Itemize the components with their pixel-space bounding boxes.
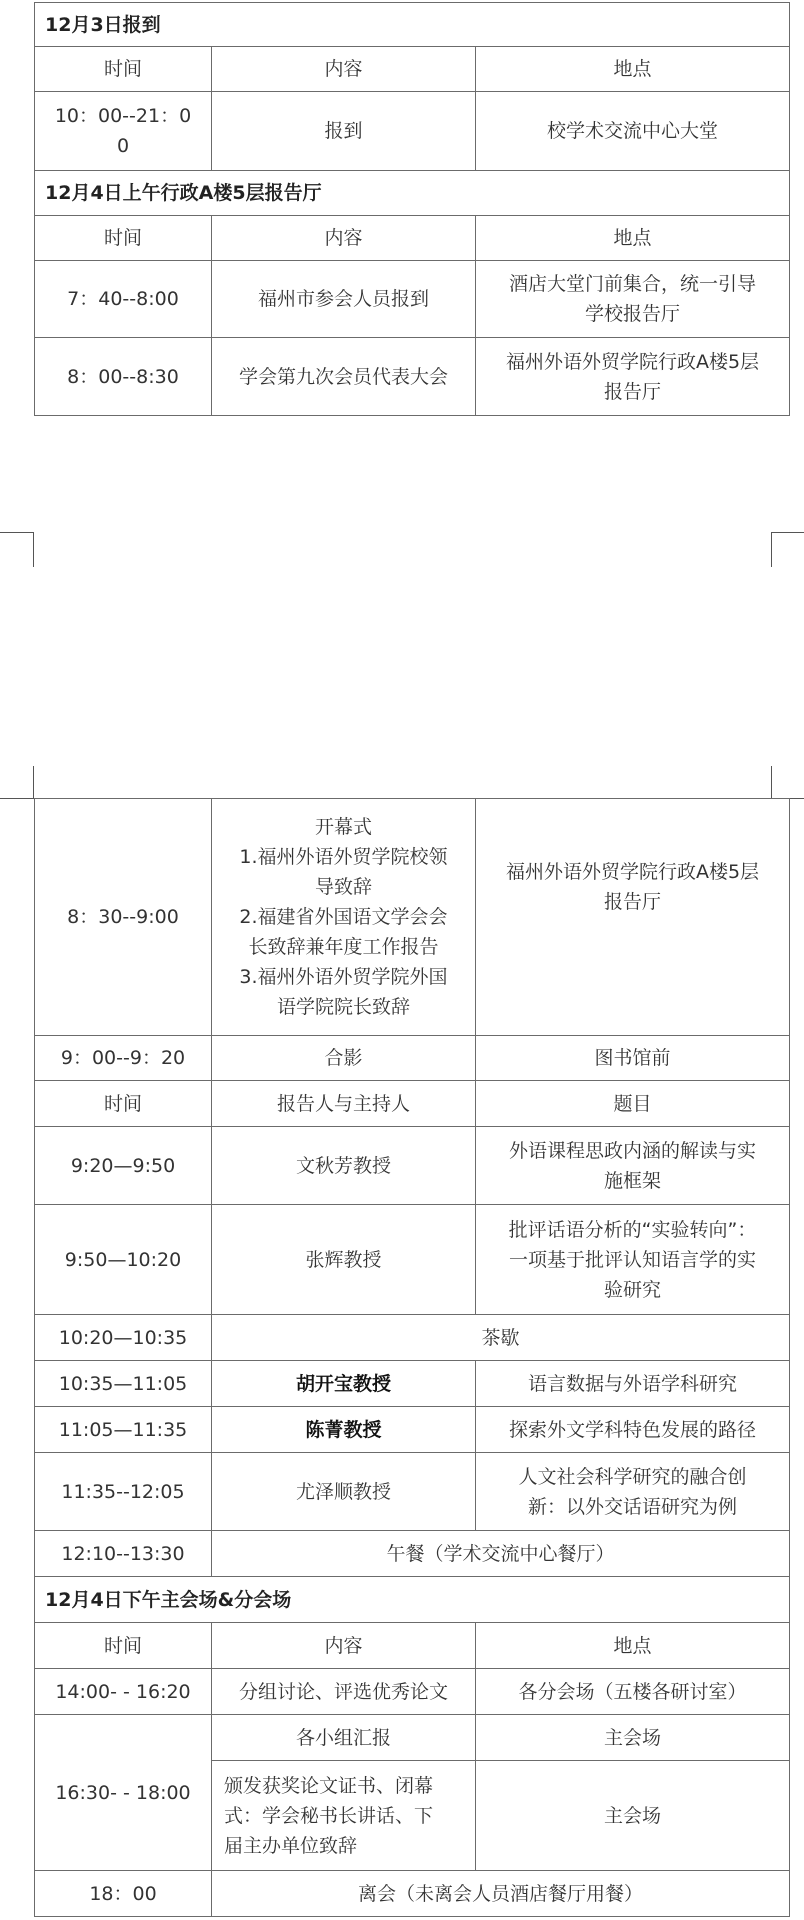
- cell-content: 合影: [212, 1036, 476, 1081]
- cell-time: 16:30- - 18:00: [35, 1715, 212, 1871]
- header-content: 内容: [212, 47, 476, 92]
- cell-content: 颁发获奖论文证书、闭幕 式：学会秘书长讲话、下 届主办单位致辞: [212, 1761, 476, 1871]
- table-row: [35, 1205, 790, 1315]
- cell-tea-break: 茶歇: [212, 1315, 790, 1361]
- cell-content: 各小组汇报: [212, 1715, 476, 1761]
- table-row: [35, 1669, 790, 1715]
- table-row: [35, 1361, 790, 1407]
- cell-speaker: 尤泽顺教授: [212, 1453, 476, 1531]
- cell-time: 11:05—11:35: [35, 1407, 212, 1453]
- cell-lunch: 午餐（学术交流中心餐厅）: [212, 1531, 790, 1577]
- cell-location: 各分会场（五楼各研讨室）: [476, 1669, 790, 1715]
- schedule-table-page1: [34, 2, 790, 416]
- cell-time: 18：00: [35, 1871, 212, 1917]
- table-row: [35, 799, 790, 1036]
- cell-topic: 探索外文学科特色发展的路径: [476, 1407, 790, 1453]
- page-corner-mark: [0, 766, 34, 799]
- cell-topic: 外语课程思政内涵的解读与实 施框架: [476, 1127, 790, 1205]
- cell-time: 7：40--8:00: [35, 261, 212, 338]
- cell-speaker: 张辉教授: [212, 1205, 476, 1315]
- cell-time: 10:20—10:35: [35, 1315, 212, 1361]
- cell-location: 主会场: [476, 1715, 790, 1761]
- cell-content: 分组讨论、评选优秀论文: [212, 1669, 476, 1715]
- header-topic: 题目: [476, 1081, 790, 1127]
- cell-speaker: 胡开宝教授: [212, 1361, 476, 1407]
- header-location: 地点: [476, 216, 790, 261]
- table-row: [35, 1036, 790, 1081]
- cell-time: 10:35—11:05: [35, 1361, 212, 1407]
- header-time: 时间: [35, 1081, 212, 1127]
- cell-time: 11:35--12:05: [35, 1453, 212, 1531]
- table-row: [35, 338, 790, 416]
- header-content: 内容: [212, 1623, 476, 1669]
- header-speaker: 报告人与主持人: [212, 1081, 476, 1127]
- table-row: [35, 1453, 790, 1531]
- cell-topic: 批评话语分析的“实验转向”： 一项基于批评认知语言学的实 验研究: [476, 1205, 790, 1315]
- table-row: [35, 92, 790, 171]
- section-title-dec4-morning: 12月4日上午行政A楼5层报告厅: [35, 171, 790, 216]
- cell-location: 福州外语外贸学院行政A楼5层 报告厅: [476, 799, 790, 1036]
- header-time: 时间: [35, 47, 212, 92]
- cell-time: 9：00--9：20: [35, 1036, 212, 1081]
- header-content: 内容: [212, 216, 476, 261]
- table-row: [35, 1315, 790, 1361]
- table-row: [35, 1531, 790, 1577]
- cell-time: 8：30--9:00: [35, 799, 212, 1036]
- cell-topic: 语言数据与外语学科研究: [476, 1361, 790, 1407]
- cell-location: 图书馆前: [476, 1036, 790, 1081]
- header-location: 地点: [476, 1623, 790, 1669]
- page-corner-mark: [771, 532, 804, 567]
- page-corner-mark: [0, 532, 34, 567]
- cell-location: 校学术交流中心大堂: [476, 92, 790, 171]
- cell-speaker: 陈菁教授: [212, 1407, 476, 1453]
- page-corner-mark: [771, 766, 804, 799]
- cell-content: 报到: [212, 92, 476, 171]
- section-title-dec3: 12月3日报到: [35, 3, 790, 47]
- table-row: [35, 1871, 790, 1917]
- schedule-table-page2: [34, 798, 790, 1917]
- table-row: [35, 1127, 790, 1205]
- cell-time: 9:50—10:20: [35, 1205, 212, 1315]
- table-row: [35, 1715, 790, 1761]
- cell-time: 14:00- - 16:20: [35, 1669, 212, 1715]
- cell-location: 主会场: [476, 1761, 790, 1871]
- cell-content: 学会第九次会员代表大会: [212, 338, 476, 416]
- cell-time: 10：00--21：0 0: [35, 92, 212, 171]
- table-row: [35, 1407, 790, 1453]
- cell-content: 开幕式 1.福州外语外贸学院校领 导致辞 2.福建省外国语文学会会 长致辞兼年度工作报告 3.福州外语外贸学院外国 语学院院长致辞: [212, 799, 476, 1036]
- header-time: 时间: [35, 1623, 212, 1669]
- section-title-dec4-afternoon: 12月4日下午主会场&分会场: [35, 1577, 790, 1623]
- cell-content: 福州市参会人员报到: [212, 261, 476, 338]
- cell-time: 8：00--8:30: [35, 338, 212, 416]
- cell-topic: 人文社会科学研究的融合创 新：以外交话语研究为例: [476, 1453, 790, 1531]
- cell-departure: 离会（未离会人员酒店餐厅用餐）: [212, 1871, 790, 1917]
- table-row: [35, 261, 790, 338]
- cell-location: 酒店大堂门前集合，统一引导 学校报告厅: [476, 261, 790, 338]
- cell-location: 福州外语外贸学院行政A楼5层 报告厅: [476, 338, 790, 416]
- cell-time: 9:20—9:50: [35, 1127, 212, 1205]
- cell-speaker: 文秋芳教授: [212, 1127, 476, 1205]
- header-time: 时间: [35, 216, 212, 261]
- cell-time: 12:10--13:30: [35, 1531, 212, 1577]
- header-location: 地点: [476, 47, 790, 92]
